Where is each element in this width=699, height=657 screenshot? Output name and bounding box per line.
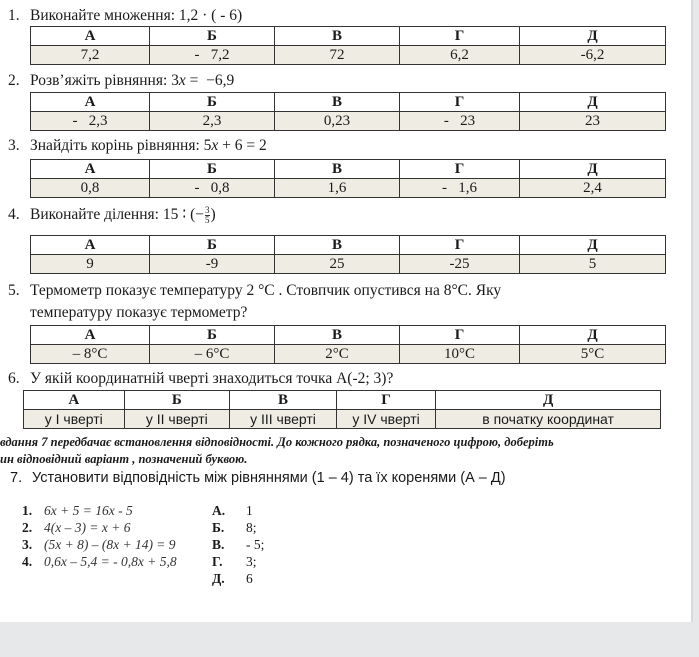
fraction: [205, 206, 210, 225]
fraction-denominator: 5: [205, 214, 210, 225]
question-number: 4.: [8, 206, 20, 223]
option-value: - 2,3: [31, 112, 150, 131]
question-text-suffix: ): [210, 206, 216, 223]
equation-list: [22, 502, 177, 570]
question-number: 2.: [8, 72, 20, 89]
option-value: - 7,2: [150, 46, 275, 65]
option-value: -6,2: [520, 46, 666, 65]
equation-number: 3.: [22, 537, 33, 552]
equation-number: 1.: [22, 503, 33, 518]
root-options-list: [212, 502, 264, 587]
equation-text: 4(x – 3) = x + 6: [44, 520, 131, 535]
option-header: Г: [400, 236, 520, 255]
option-value: в початку координат: [436, 410, 661, 429]
option-value: 72: [275, 46, 400, 65]
option-header: А: [31, 93, 150, 112]
equation-item: [22, 519, 177, 536]
option-value: 2,3: [150, 112, 275, 131]
option-value: - 0,8: [150, 179, 275, 198]
option-header: А: [24, 391, 125, 410]
root-option: [212, 502, 264, 519]
option-value: 2,4: [520, 179, 666, 198]
option-header: Д: [436, 391, 661, 410]
question-text-prefix: Виконайте ділення: 15 ∶ (−: [30, 206, 205, 223]
answer-table-6: [23, 390, 661, 429]
question-variable: x: [178, 72, 186, 89]
question-1: [8, 6, 242, 25]
equation-number: 4.: [22, 554, 33, 569]
option-header: Б: [150, 27, 275, 46]
option-value: – 6°С: [150, 345, 275, 364]
option-value: 10°С: [400, 345, 520, 364]
equation-item: [22, 536, 177, 553]
root-option: [212, 519, 264, 536]
root-option: [212, 536, 264, 553]
answer-table-2: [30, 92, 666, 131]
option-header: Д: [520, 27, 666, 46]
option-value: 2°С: [275, 345, 400, 364]
option-value: у ІІ чверті: [124, 410, 230, 429]
question-number: 1.: [8, 7, 20, 24]
equation-text: 0,6x – 5,4 = - 0,8x + 5,8: [44, 554, 177, 569]
root-option: [212, 553, 264, 570]
root-option-letter: Д.: [212, 571, 225, 586]
root-option-value: 6: [246, 571, 253, 586]
root-option-letter: А.: [212, 503, 226, 518]
option-header: Г: [400, 160, 520, 179]
instruction-line-2: ин відповідний варіант , позначений буквою.: [0, 452, 248, 466]
root-option-value: 8;: [246, 520, 257, 535]
option-header: Г: [336, 391, 435, 410]
answer-table-4: [30, 235, 666, 274]
option-header: В: [275, 160, 400, 179]
option-value: -9: [150, 255, 275, 274]
option-header: Б: [150, 93, 275, 112]
option-value: 9: [31, 255, 150, 274]
question-4: [8, 205, 216, 225]
option-header: Д: [520, 236, 666, 255]
question-number: 6.: [8, 370, 20, 387]
question-text: Установити відповідність між рівняннями (1 – 4) та їх коренями (А – Д): [32, 470, 506, 486]
option-header: Г: [400, 93, 520, 112]
question-number: 7.: [10, 470, 23, 486]
question-text-suffix: = −6,9: [185, 72, 235, 89]
option-header: Б: [150, 326, 275, 345]
option-header: Г: [400, 27, 520, 46]
equation-item: [22, 502, 177, 519]
option-value: 5°С: [520, 345, 666, 364]
question-number: 3.: [8, 137, 20, 154]
answer-table-5: [30, 325, 666, 364]
question-7: [10, 469, 506, 488]
option-header: А: [31, 160, 150, 179]
option-value: -25: [400, 255, 520, 274]
option-header: В: [275, 27, 400, 46]
root-option-value: - 5;: [246, 537, 265, 552]
root-option-value: 1: [246, 503, 253, 518]
fraction-numerator: 3: [205, 204, 210, 215]
root-option-letter: Г.: [212, 554, 223, 569]
question-5: [8, 281, 501, 300]
option-header: В: [275, 236, 400, 255]
equation-text: 6x + 5 = 16x - 5: [44, 503, 133, 518]
question-6: [8, 369, 393, 388]
option-header: Б: [150, 236, 275, 255]
option-value: у І чверті: [24, 410, 125, 429]
question-3: [8, 136, 267, 155]
question-text: Виконайте множення: 1,2 · ( - 6): [30, 7, 243, 24]
equation-text: (5x + 8) – (8x + 14) = 9: [44, 537, 176, 552]
option-value: - 23: [400, 112, 520, 131]
question-variable: x: [211, 137, 219, 154]
option-value: 6,2: [400, 46, 520, 65]
question-text-prefix: Розв’яжіть рівняння: 3: [30, 72, 179, 89]
option-header: А: [31, 326, 150, 345]
option-header: Д: [520, 93, 666, 112]
option-value: 0,8: [31, 179, 150, 198]
question-2: [8, 71, 234, 90]
question-text-line1: Термометр показує температуру 2 °С . Стовпчик опустився на 8°С. Яку: [30, 282, 502, 299]
question-text: У якій координатній чверті знаходиться точка А(-2; 3)?: [30, 370, 394, 387]
option-header: А: [31, 236, 150, 255]
root-option: [212, 570, 264, 587]
option-value: - 1,6: [400, 179, 520, 198]
option-value: 1,6: [275, 179, 400, 198]
option-header: Д: [520, 326, 666, 345]
option-value: 0,23: [275, 112, 400, 131]
option-header: Б: [124, 391, 230, 410]
option-value: 5: [520, 255, 666, 274]
root-option-letter: В.: [212, 537, 225, 552]
root-option-letter: Б.: [212, 520, 225, 535]
option-value: у ІІІ чверті: [230, 410, 337, 429]
option-value: у ІV чверті: [336, 410, 435, 429]
question-text-prefix: Знайдіть корінь рівняння: 5: [30, 137, 212, 154]
root-option-value: 3;: [246, 554, 257, 569]
equation-item: [22, 553, 177, 570]
option-header: Г: [400, 326, 520, 345]
option-header: В: [230, 391, 337, 410]
option-value: – 8°С: [31, 345, 150, 364]
option-value: 7,2: [31, 46, 150, 65]
option-value: 25: [275, 255, 400, 274]
question-text-suffix: + 6 = 2: [218, 137, 267, 154]
option-header: В: [275, 326, 400, 345]
option-header: Б: [150, 160, 275, 179]
answer-table-1: [30, 26, 666, 65]
question-5-line2: температуру показує термометр?: [30, 304, 248, 321]
option-value: 23: [520, 112, 666, 131]
question-number: 5.: [8, 282, 20, 299]
answer-table-3: [30, 159, 666, 198]
option-header: В: [275, 93, 400, 112]
option-header: А: [31, 27, 150, 46]
instruction-line-1: вдання 7 передбачає встановлення відповідності. До кожного рядка, позначеного цифрою, доберіть: [0, 435, 554, 449]
option-header: Д: [520, 160, 666, 179]
equation-number: 2.: [22, 520, 33, 535]
